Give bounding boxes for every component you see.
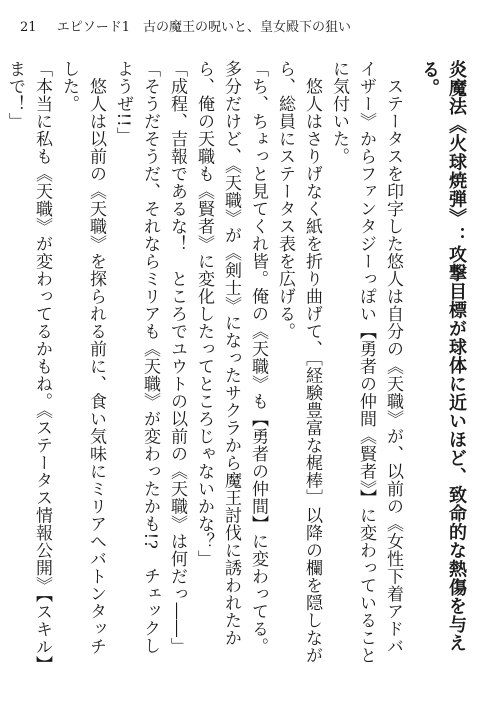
blank-line bbox=[406, 60, 416, 670]
dialogue-line: 「ち、ちょっと見てくれ皆。俺の《天職》も【勇者の仲間】に変わってる。多分だけど、《天職》が《剣士》になったサクラから魔王討伐に誘われたから、俺の天職も《賢者》に変化したってところじゃないかな？」 bbox=[194, 60, 268, 655]
dialogue-line: 「成程、吉報であるな！ ところでユウトの以前の《天職》は何だっ――」 bbox=[167, 60, 187, 655]
dialogue-line: 「本当に私も《天職》が変わってるかもね。《ステータス情報公開》【スキル】まで！」 bbox=[5, 60, 52, 665]
paragraph bbox=[0, 60, 1, 670]
paragraph: 悠人はさりげなく紙を折り曲げて、［経験豊富な梶棒］以降の欄を隠しながら、総員にステータス表を広げる。 bbox=[275, 60, 322, 664]
running-title: エピソード1 古の魔王の呪いと、皇女殿下の狙い bbox=[56, 20, 351, 35]
running-header bbox=[20, 18, 480, 38]
paragraph: 悠人は以前の《天職》を探られる前に、食い気味にミリアへバトンタッチした。 bbox=[59, 60, 106, 655]
page-number: 21 bbox=[20, 20, 37, 35]
spell-description: 炎魔法《火球焼弾》：攻撃目標が球体に近いほど、致命的な熱傷を与える。 bbox=[419, 60, 467, 652]
dialogue-line: 「そうだそうだ、それならミリアも《天職》が変わったかも!? チェックしようぜ!!」 bbox=[113, 60, 160, 655]
paragraph: ステータスを印字した悠人は自分の《天職》が、以前の《女性下着アドバイザー》からファンタジーっぽい【勇者の仲間《賢者》】に変わっていることに気付いた。 bbox=[329, 60, 403, 664]
vertical-text-body bbox=[5, 60, 470, 670]
